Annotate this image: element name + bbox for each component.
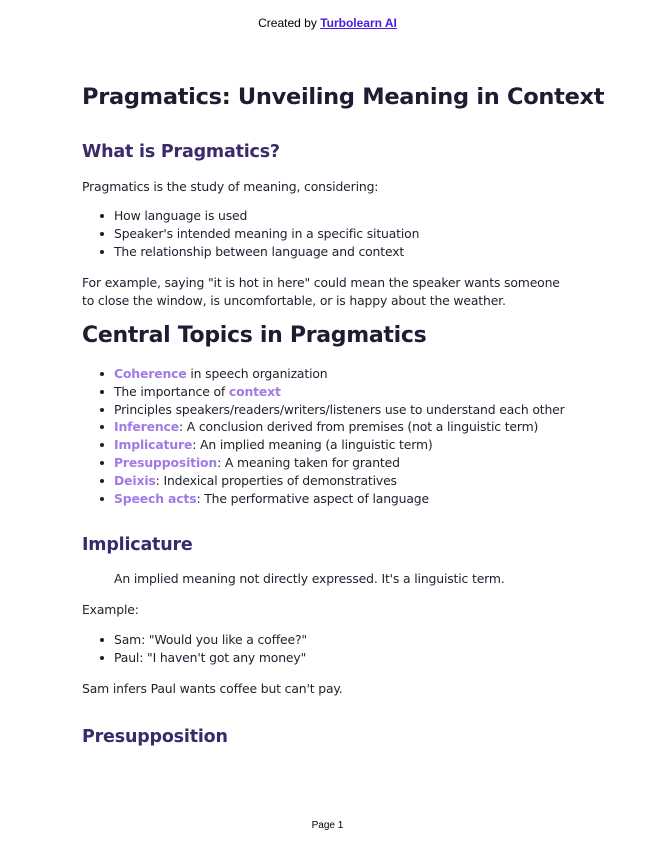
bullet-icon	[100, 214, 104, 218]
term-deixis: Deixis	[114, 472, 156, 488]
bullet-icon	[100, 479, 104, 483]
bullet-icon	[100, 443, 104, 447]
list-item: Sam: "Would you like a coffee?"	[82, 631, 582, 649]
bullet-icon	[100, 461, 104, 465]
list-item: Coherence in speech organization	[82, 365, 582, 383]
term-implicature: Implicature	[114, 437, 193, 453]
bullet-icon	[100, 372, 104, 376]
page-number: Page 1	[311, 820, 344, 831]
bullet-icon	[100, 250, 104, 254]
list-item: Paul: "I haven't got any money"	[82, 649, 582, 667]
list-item: The importance of context	[82, 383, 582, 401]
list-item: Deixis: Indexical properties of demonstratives	[82, 472, 582, 490]
term-coherence: Coherence	[114, 366, 187, 381]
term-speech-acts: Speech acts	[114, 490, 197, 506]
heading-central-topics: Central Topics in Pragmatics	[82, 323, 427, 348]
heading-what-is-pragmatics: What is Pragmatics?	[82, 142, 280, 162]
what-is-example: For example, saying "it is hot in here" could mean the speaker wants someone to close the window, is uncomfortable, or is happy about the weather.	[82, 275, 560, 308]
bullet-icon	[100, 638, 104, 642]
what-is-intro: Pragmatics is the study of meaning, considering:	[82, 179, 379, 194]
implicature-example-label: Example:	[82, 602, 139, 617]
created-by-text: Created by	[258, 16, 321, 30]
implicature-conclusion: Sam infers Paul wants coffee but can't pay.	[82, 681, 343, 696]
document-title: Pragmatics: Unveiling Meaning in Context	[82, 84, 605, 110]
bullet-icon	[100, 425, 104, 429]
bullet-icon	[100, 390, 104, 394]
list-item: Speech acts: The performative aspect of language	[82, 490, 582, 508]
list-item: Principles speakers/readers/writers/listeners use to understand each other	[82, 401, 582, 419]
bullet-icon	[100, 656, 104, 660]
term-context: context	[228, 383, 281, 399]
central-topics-list	[82, 365, 582, 507]
list-item: Implicature: An implied meaning (a linguistic term)	[82, 436, 582, 454]
page-header	[0, 16, 655, 30]
list-item: The relationship between language and context	[82, 243, 582, 261]
implicature-definition: An implied meaning not directly expressed. It's a linguistic term.	[114, 571, 505, 586]
term-presupposition: Presupposition	[114, 454, 218, 470]
list-item: How language is used	[82, 207, 582, 225]
bullet-icon	[100, 497, 104, 501]
implicature-dialogue-list	[82, 631, 582, 667]
what-is-list	[82, 207, 582, 260]
list-item: Speaker's intended meaning in a specific situation	[82, 225, 582, 243]
list-item: Inference: A conclusion derived from premises (not a linguistic term)	[82, 418, 582, 436]
list-item: Presupposition: A meaning taken for granted	[82, 454, 582, 472]
bullet-icon	[100, 232, 104, 236]
term-inference: Inference	[114, 419, 179, 435]
bullet-icon	[100, 408, 104, 412]
heading-implicature: Implicature	[82, 535, 193, 555]
turbolearn-link[interactable]: Turbolearn AI	[320, 16, 397, 30]
heading-presupposition: Presupposition	[82, 727, 228, 747]
